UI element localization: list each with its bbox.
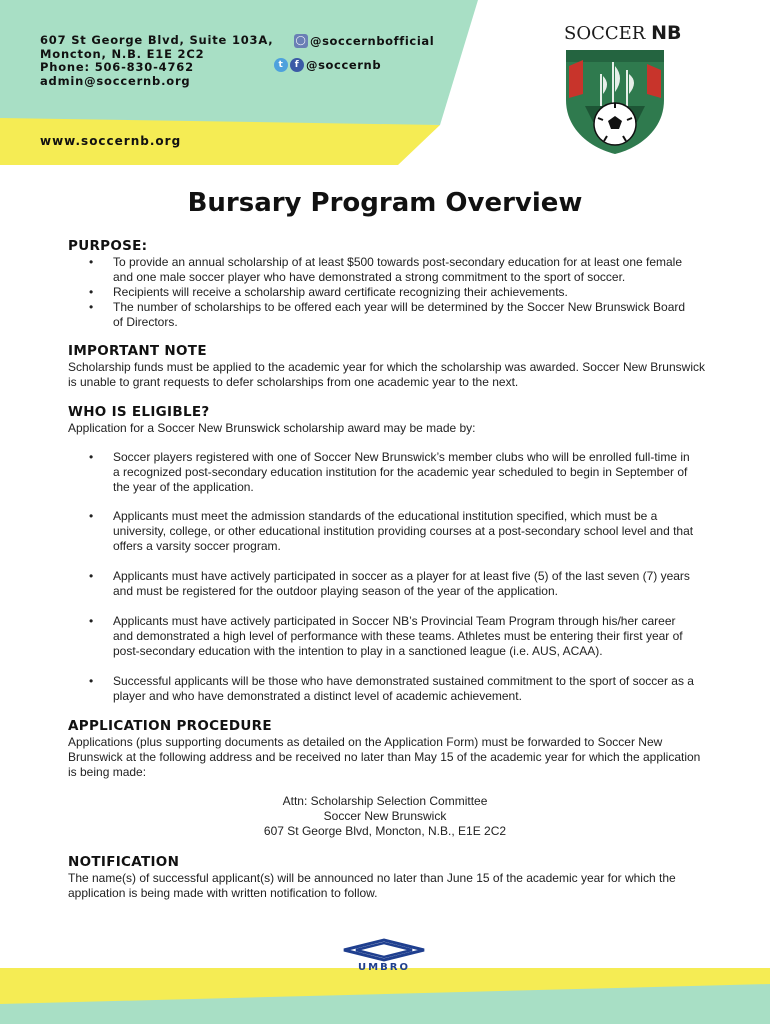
instagram-icon: ◯ xyxy=(295,36,307,46)
instagram-handle-text: @soccernbofficial xyxy=(310,34,435,48)
instagram-handle[interactable] xyxy=(294,34,434,48)
notification-text: The name(s) of successful applicant(s) will be announced no later than June 15 of the academic year for which the application is being made with written notification to follow. xyxy=(68,871,676,900)
logo-text-soccer: SOCCER xyxy=(564,23,646,44)
soccer-nb-logo-text xyxy=(564,22,681,44)
eligibility-heading: WHO IS ELIGIBLE? xyxy=(68,404,210,420)
twitter-facebook-handle-text: @soccernb xyxy=(306,58,382,72)
application-procedure-heading: APPLICATION PROCEDURE xyxy=(68,718,272,734)
facebook-icon: f xyxy=(290,58,304,72)
important-note-heading: IMPORTANT NOTE xyxy=(68,343,207,359)
contact-block xyxy=(40,34,273,88)
phone-number: Phone: 506-830-4762 xyxy=(40,60,194,74)
list-item: • Soccer players registered with one of Soccer New Brunswick’s member clubs who will be enrolled full-time in a recognized post-secondary education institution for the academic year scheduled to begin in September of the year of the application. xyxy=(68,450,698,495)
eligibility-list-item-3 xyxy=(68,569,698,599)
address-line-1: 607 St George Blvd, Suite 103A, xyxy=(40,33,274,47)
address-line-2: Moncton, N.B. E1E 2C2 xyxy=(40,46,205,61)
eligibility-list-item-2 xyxy=(68,509,698,554)
mailing-address xyxy=(0,794,770,839)
application-procedure-text: Applications (plus supporting documents as detailed on the Application Form) must be forwarded to Soccer New Brunswick at the following address and be received no later than May 15 of the academic year for which the application is being made: xyxy=(68,735,701,779)
address-org: Soccer New Brunswick xyxy=(323,809,447,823)
list-item: • Applicants must meet the admission standards of the educational institution specified, which must be a university, college, or other educational institution providing courses at a post-secondary school level and that offers a varsity soccer program. xyxy=(68,509,698,554)
logo-text-nb: NB xyxy=(651,22,682,44)
address-attn: Attn: Scholarship Selection Committee xyxy=(282,794,488,808)
umbro-diamond-icon xyxy=(342,938,426,962)
eligibility-list-item-5 xyxy=(68,674,698,704)
email-address[interactable]: admin@soccernb.org xyxy=(40,73,191,88)
list-item: • The number of scholarships to be offered each year will be determined by the Soccer New Brunswick Board of Directors. xyxy=(68,300,698,330)
website-link[interactable]: www.soccernb.org xyxy=(40,134,182,148)
umbro-sponsor-logo: UMBRO xyxy=(358,962,410,973)
list-item: • To provide an annual scholarship of at least $500 towards post-secondary education for at least one female and one male soccer player who have demonstrated a strong commitment to the sport of soccer. xyxy=(68,255,698,285)
page-title: Bursary Program Overview xyxy=(187,188,583,218)
important-note-text: Scholarship funds must be applied to the academic year for which the scholarship was awarded. Soccer New Brunswick is unable to grant requests to defer scholarships from one academic year to the next. xyxy=(68,360,705,389)
list-item: • Successful applicants will be those who have demonstrated sustained commitment to the sport of soccer as a player and who have demonstrated a distinct level of academic achievement. xyxy=(68,674,698,704)
list-item: • Applicants must have actively participated in Soccer NB’s Provincial Team Program through his/her career and demonstrated a high level of performance with these teams. Athletes must be entering their first year of post-secondary education with the intention to play in a sanctioned league (i.e. AUS, ACAA). xyxy=(68,614,698,659)
address-street: 607 St George Blvd, Moncton, N.B., E1E 2C2 xyxy=(263,824,507,838)
twitter-facebook-handle[interactable] xyxy=(274,58,381,72)
twitter-icon: t xyxy=(274,58,288,72)
list-item: • Applicants must have actively participated in soccer as a player for at least five (5) of the last seven (7) years and must be registered for the outdoor playing season of the year of the application. xyxy=(68,569,698,599)
purpose-heading: PURPOSE: xyxy=(68,238,148,254)
eligibility-intro: Application for a Soccer New Brunswick scholarship award may be made by: xyxy=(68,421,476,435)
soccer-nb-crest-logo xyxy=(563,48,667,156)
notification-heading: NOTIFICATION xyxy=(68,854,180,870)
eligibility-list-item-4 xyxy=(68,614,698,659)
eligibility-list-item-1 xyxy=(68,450,698,495)
list-item: • Recipients will receive a scholarship award certificate recognizing their achievements. xyxy=(68,285,698,300)
purpose-list xyxy=(68,255,698,330)
